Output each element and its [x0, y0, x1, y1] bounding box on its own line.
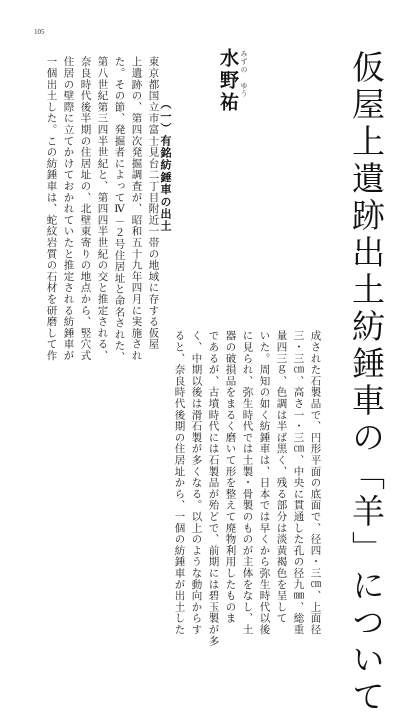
- body-lower-line: いた。周知の如く紡錘車は、日本では早くから弥生時代以後: [258, 330, 271, 636]
- body-upper-line: 奈良時代後半期の住居址の、北壁東寄りの地点から、竪穴式: [79, 56, 92, 362]
- body-upper-line: 上遺跡の、第四次発掘調査が、昭和五十九年四月に実施され: [130, 56, 143, 362]
- body-lower-line: ると、奈良時代後期の住居址から、一個の紡錘車が出土した: [173, 330, 186, 636]
- body-lower-line: に見られ、弥生時代では土製・骨製のものが主体をなし、土: [241, 330, 254, 636]
- body-upper-line: 第八世紀第三四半世紀と、第四四半世紀の交と推定される、: [96, 56, 109, 362]
- body-upper-line: 東京都国立市富士見台二丁目附近一帯の地域に存する仮屋: [147, 56, 160, 350]
- body-lower-line: 量四三ｇ、色調は半ば黒く、残る部分は淡黄褐色を呈して: [275, 330, 288, 624]
- author-name: 水野祐: [217, 48, 239, 114]
- body-lower-line: 三・三㎝、高さ一・三㎝、中央に貫通した孔の径九㎜、総重: [292, 330, 305, 636]
- body-lower-line: であるが、古墳時代には石製品が殆どで、前期には碧玉製が多: [207, 330, 220, 647]
- page-number: 105: [34, 28, 45, 36]
- section-heading: （一）有銘紡錘車の出土: [159, 98, 172, 233]
- author-ruby: みずの ゆう: [240, 50, 248, 98]
- body-upper-line: 一個出土した。この紡錘車は、蛇紋岩質の石材を研磨して作: [45, 56, 58, 362]
- body-upper-line: 住居の壁際に立てかけておかれていたと推定される紡錘車が: [62, 56, 75, 362]
- body-lower-line: 器の破損品をまるく磨いて形を整えて廃物利用したものま: [224, 330, 237, 624]
- body-lower-line: 成された石製品で、円形平面の底面で、径四・三㎝、上面径: [309, 330, 322, 636]
- body-lower-line: く、中期以後は滑石製が多くなる。以上のような動向からす: [190, 330, 203, 636]
- article-title: 仮屋上遺跡出土紡錘車の「羊」について: [347, 50, 386, 716]
- body-upper-line: た。その節、発掘者によってⅣ－２号住居址と命名された、: [113, 56, 126, 363]
